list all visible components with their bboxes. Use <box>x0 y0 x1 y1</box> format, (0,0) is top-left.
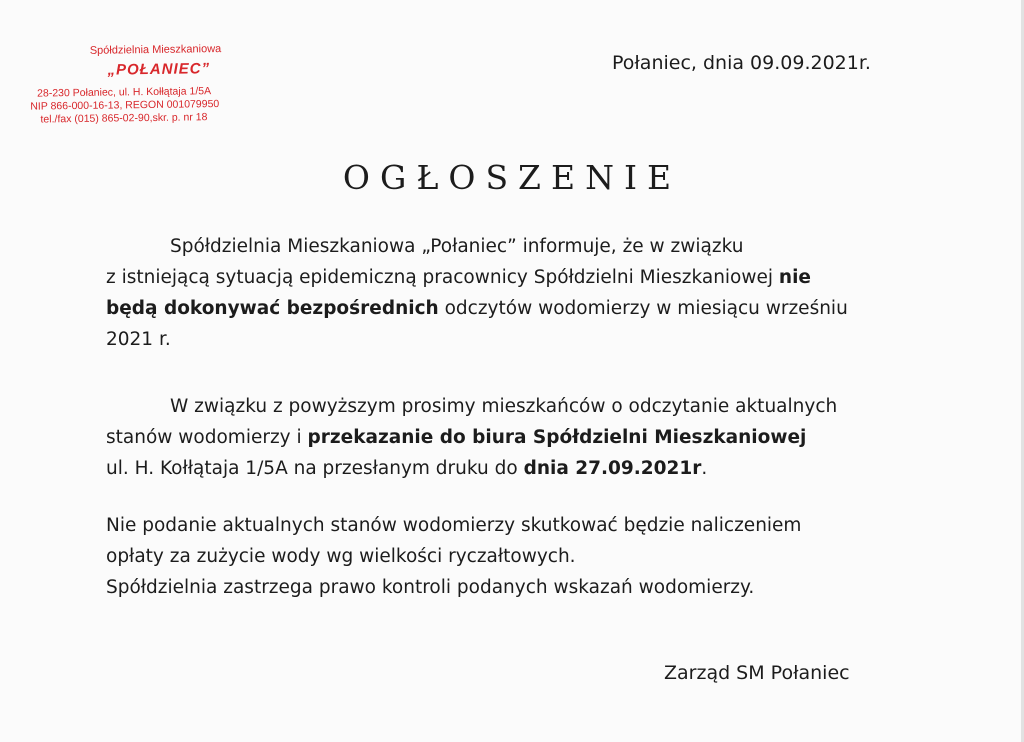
document-title: OGŁOSZENIE <box>342 158 682 197</box>
paragraph-line: opłaty za zużycie wody wg wielkości ryczałtowych. <box>106 546 576 567</box>
text-run: W związku z powyższym prosimy mieszkańców o odczytanie aktualnych <box>170 396 838 417</box>
company-stamp <box>29 42 270 126</box>
paragraph-line <box>106 453 896 484</box>
place-date: Połaniec, dnia 09.09.2021r. <box>612 52 871 74</box>
paragraph-line: Nie podanie aktualnych stanów wodomierzy skutkować będzie naliczeniem <box>106 515 802 536</box>
text-run: z istniejącą sytuacją epidemiczną pracownicy Spółdzielni Mieszkaniowej <box>106 267 779 288</box>
bold-text-run: dnia 27.09.2021r <box>523 458 702 479</box>
stamp-line-address: 28-230 Połaniec, ul. H. Kołłątaja 1/5A <box>37 85 212 100</box>
paragraph-line <box>106 422 896 453</box>
text-run: stanów wodomierzy i <box>106 427 308 448</box>
text-run: ul. H. Kołłątaja 1/5A na przesłanym druku do <box>106 458 524 479</box>
bold-text-run: nie <box>778 267 811 288</box>
text-run: odczytów wodomierzy w miesiącu wrześniu <box>438 298 848 319</box>
text-run: . <box>701 458 708 479</box>
paragraph-announcement <box>106 231 896 355</box>
text-run: Spółdzielnia Mieszkaniowa „Połaniec” informuje, że w związku <box>170 236 744 257</box>
stamp-line-brand: „POŁANIEC” <box>107 60 211 79</box>
stamp-line-phone: tel./fax (015) 865-02-90,skr. p. nr 18 <box>40 111 208 126</box>
paragraph-line <box>106 262 896 293</box>
paragraph-notice <box>106 510 896 603</box>
paragraph-line <box>106 324 896 355</box>
bold-text-run: będą dokonywać bezpośrednich <box>106 298 439 319</box>
text-run: 2021 r. <box>106 329 171 350</box>
signature: Zarząd SM Połaniec <box>664 662 850 684</box>
paragraph-line <box>106 293 896 324</box>
paragraph-line <box>106 231 896 262</box>
stamp-line-name: Spółdzielnia Mieszkaniowa <box>89 43 222 57</box>
bold-text-run: przekazanie do biura Spółdzielni Mieszkaniowej <box>307 427 807 448</box>
paragraph-request <box>106 391 896 484</box>
stamp-line-nip-regon: NIP 866-000-16-13, REGON 001079950 <box>30 98 220 113</box>
paragraph-line: Spółdzielnia zastrzega prawo kontroli podanych wskazań wodomierzy. <box>106 577 755 598</box>
paragraph-line <box>106 391 896 422</box>
